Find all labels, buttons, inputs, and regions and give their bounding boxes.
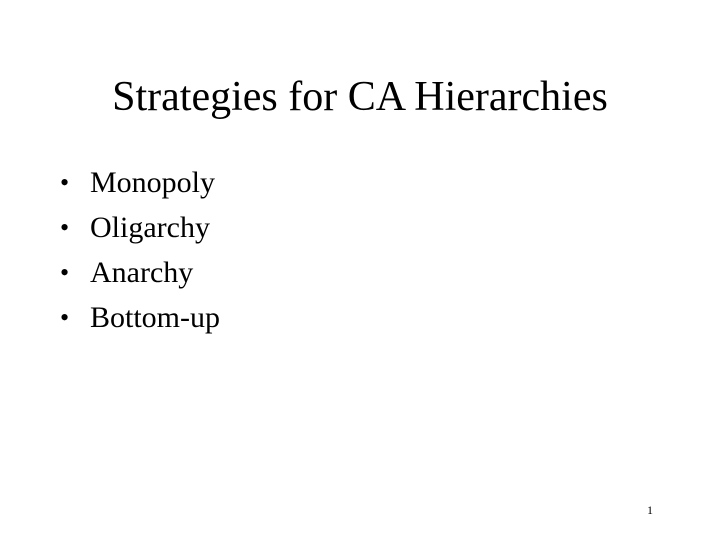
bullet-icon: • xyxy=(60,258,70,287)
page-number: 1 xyxy=(647,503,653,517)
bullet-label: Oligarchy xyxy=(90,211,210,244)
bullet-icon: • xyxy=(60,168,70,197)
bullet-label: Bottom-up xyxy=(90,301,221,334)
bullet-icon: • xyxy=(60,213,70,242)
bullet-list xyxy=(60,160,220,340)
bullet-icon: • xyxy=(60,303,70,332)
slide-title: Strategies for CA Hierarchies xyxy=(112,74,608,120)
bullet-item-monopoly xyxy=(60,160,220,205)
bullet-label: Monopoly xyxy=(90,166,216,199)
bullet-item-anarchy xyxy=(60,250,220,295)
bullet-item-bottom-up xyxy=(60,295,220,340)
bullet-label: Anarchy xyxy=(90,256,194,289)
bullet-item-oligarchy xyxy=(60,205,220,250)
